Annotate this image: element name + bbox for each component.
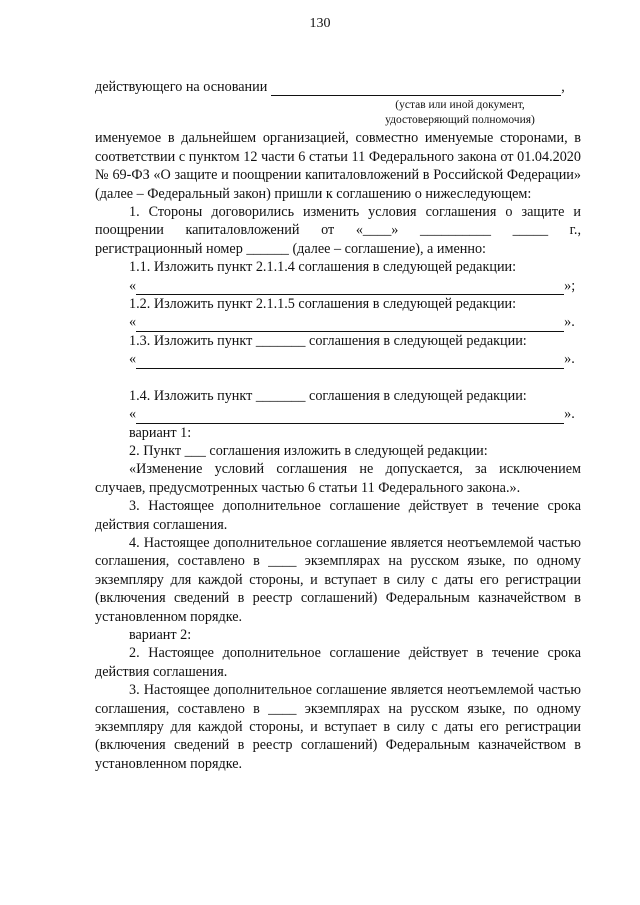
document-body [95,78,581,773]
open-quote: « [129,314,137,331]
blank-line [136,354,564,369]
spacer [95,369,581,387]
basis-label: действующего на основании [95,79,268,95]
close-quote: ». [564,351,575,368]
page-number: 130 [309,16,331,31]
basis-note-line-2: удостоверяющий полномочия) [385,113,535,126]
open-quote: « [129,406,137,423]
variant-1-clause-3: 3. Настоящее дополнительное соглашение действует в течение срока действия соглашения. [95,498,581,533]
item-1-3-quote-line [95,350,581,368]
variant-2-clause-3: 3. Настоящее дополнительное соглашение является неотъемлемой частью соглашения, составлено в ____ экземплярах на русском языке, по одному экземпляру для каждой стороны, и вступает в силу с даты его регистрации (включения сведений в реестр соглашений) Федеральным казначейством в установленном порядке. [95,682,581,772]
variant-1-clause-4: 4. Настоящее дополнительное соглашение является неотъемлемой частью соглашения, составлено в ____ экземплярах на русском языке, по одному экземпляру для каждой стороны, и вступает в силу с даты его регистрации (включения сведений в реестр соглашений) Федеральным казначейством в установленном порядке. [95,534,581,625]
close-quote: ». [564,314,575,331]
item-1-3: 1.3. Изложить пункт _______ соглашения в следующей редакции: [129,332,527,349]
variant-1-clause-2: 2. Пункт ___ соглашения изложить в следующей редакции: [129,442,488,459]
item-1-2-quote-line [95,313,581,331]
item-1-2: 1.2. Изложить пункт 2.1.1.5 соглашения в следующей редакции: [129,296,517,313]
intro-paragraph: именуемое в дальнейшем организацией, совместно именуемые сторонами, в соответствии с пунктом 12 части 6 статьи 11 Федерального закона от 01.04.2020 № 69-ФЗ «О защите и поощрении капиталовложений в Российской Федерации» (далее – Федеральный закон) пришли к соглашению о нижеследующем: [95,130,581,202]
variant-1-label: вариант 1: [129,424,192,441]
item-1-4: 1.4. Изложить пункт _______ соглашения в следующей редакции: [129,387,527,404]
basis-note [360,98,560,127]
blank-line [136,317,564,332]
item-1-1: 1.1. Изложить пункт 2.1.1.4 соглашения в следующей редакции: [129,259,517,276]
variant-1-clause-2-quote: «Изменение условий соглашения не допускается, за исключением случаев, предусмотренных частью 6 статьи 11 Федерального закона.». [95,461,581,496]
blank-line [136,409,564,424]
basis-trailing-comma: , [561,79,565,95]
basis-line [95,78,581,96]
item-1-1-quote-line [95,277,581,295]
basis-blank-field [271,80,561,96]
close-quote: »; [564,277,576,294]
close-quote: ». [564,406,575,423]
basis-note-line-1: (устав или иной документ, [395,99,525,112]
variant-2-label: вариант 2: [129,626,192,643]
open-quote: « [129,277,137,294]
variant-2-clause-2: 2. Настоящее дополнительное соглашение действует в течение срока действия соглашения. [95,645,581,680]
clause-1: 1. Стороны договорились изменить условия соглашения о защите и поощрении капиталовложений от «____» __________ _____ г., регистрационный номер ______ (далее – соглашение), а именно: [95,204,581,257]
open-quote: « [129,351,137,368]
item-1-4-quote-line [95,405,581,423]
blank-line [136,280,564,295]
